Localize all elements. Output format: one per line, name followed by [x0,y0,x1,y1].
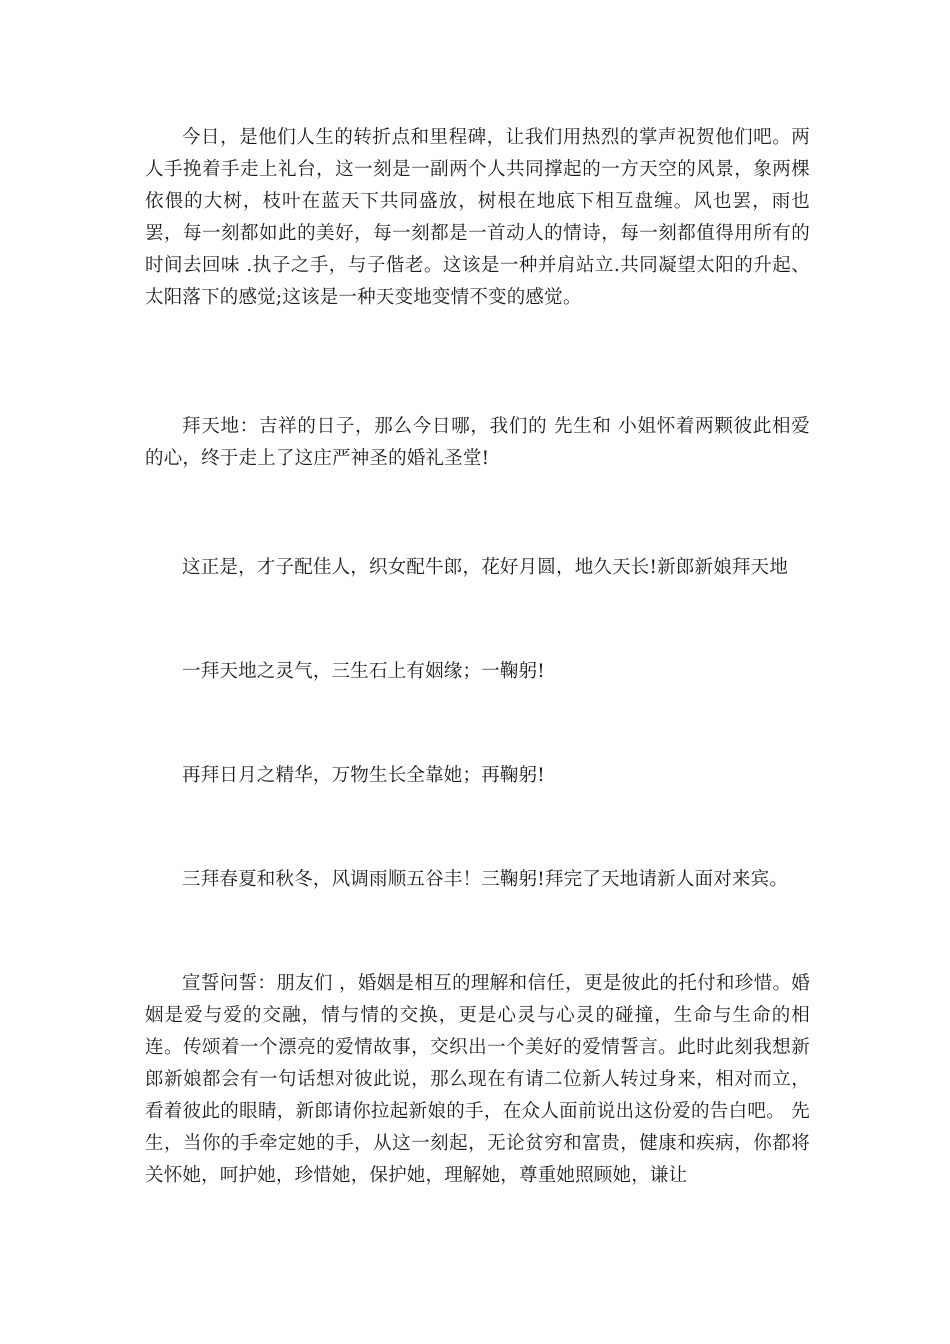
paragraph-bai-tian-di-intro: 拜天地：吉祥的日子，那么今日哪，我们的 先生和 小姐怀着两颗彼此相爱的心，终于走上了这庄严神圣的婚礼圣堂! [145,416,810,469]
paragraph-couple-verse: 这正是，才子配佳人，织女配牛郎，花好月圆，地久天长!新郎新娘拜天地 [182,557,789,578]
paragraph-second-bow: 再拜日月之精华，万物生长全靠她；再鞠躬! [182,765,545,786]
paragraph-opening-blessing: 今日，是他们人生的转折点和里程碑，让我们用热烈的掌声祝贺他们吧。两人手挽着手走上礼台，这一刻是一副两个人共同撑起的一方天空的风景，象两棵依偎的大树，枝叶在蓝天下共同盛放，树根在地底下相互盘缠。风也罢，雨也罢，每一刻都如此的美好，每一刻都是一首动人的情诗，每一刻都值得用所有的时间去回味 .执子之手，与子偕老。这该是一种并肩站立.共同凝望太阳的升起、太阳落下的感觉;这该是一种天变地变情不变的感觉。 [145,127,810,308]
paragraph-vows: 宣誓问誓：朋友们 ，婚姻是相互的理解和信任，更是彼此的托付和珍惜。婚姻是爱与爱的交融，情与情的交换，更是心灵与心灵的碰撞，生命与生命的相连。传颂着一个漂亮的爱情故事，交织出一个美好的爱情誓言。此时此刻我想新郎新娘都会有一句话想对彼此说，那么现在有请二位新人转过身来，相对而立，看着彼此的眼睛，新郎请你拉起新娘的手，在众人面前说出这份爱的告白吧。 先生，当你的手牵定她的手，从这一刻起，无论贫穷和富贵，健康和疾病，你都将关怀她，呵护她，珍惜她，保护她，理解她，尊重她照顾她，谦让 [145,973,810,1186]
paragraph-first-bow: 一拜天地之灵气，三生石上有姻缘；一鞠躬! [182,661,545,682]
paragraph-third-bow: 三拜春夏和秋冬，风调雨顺五谷丰！三鞠躬!拜完了天地请新人面对来宾。 [182,869,789,890]
